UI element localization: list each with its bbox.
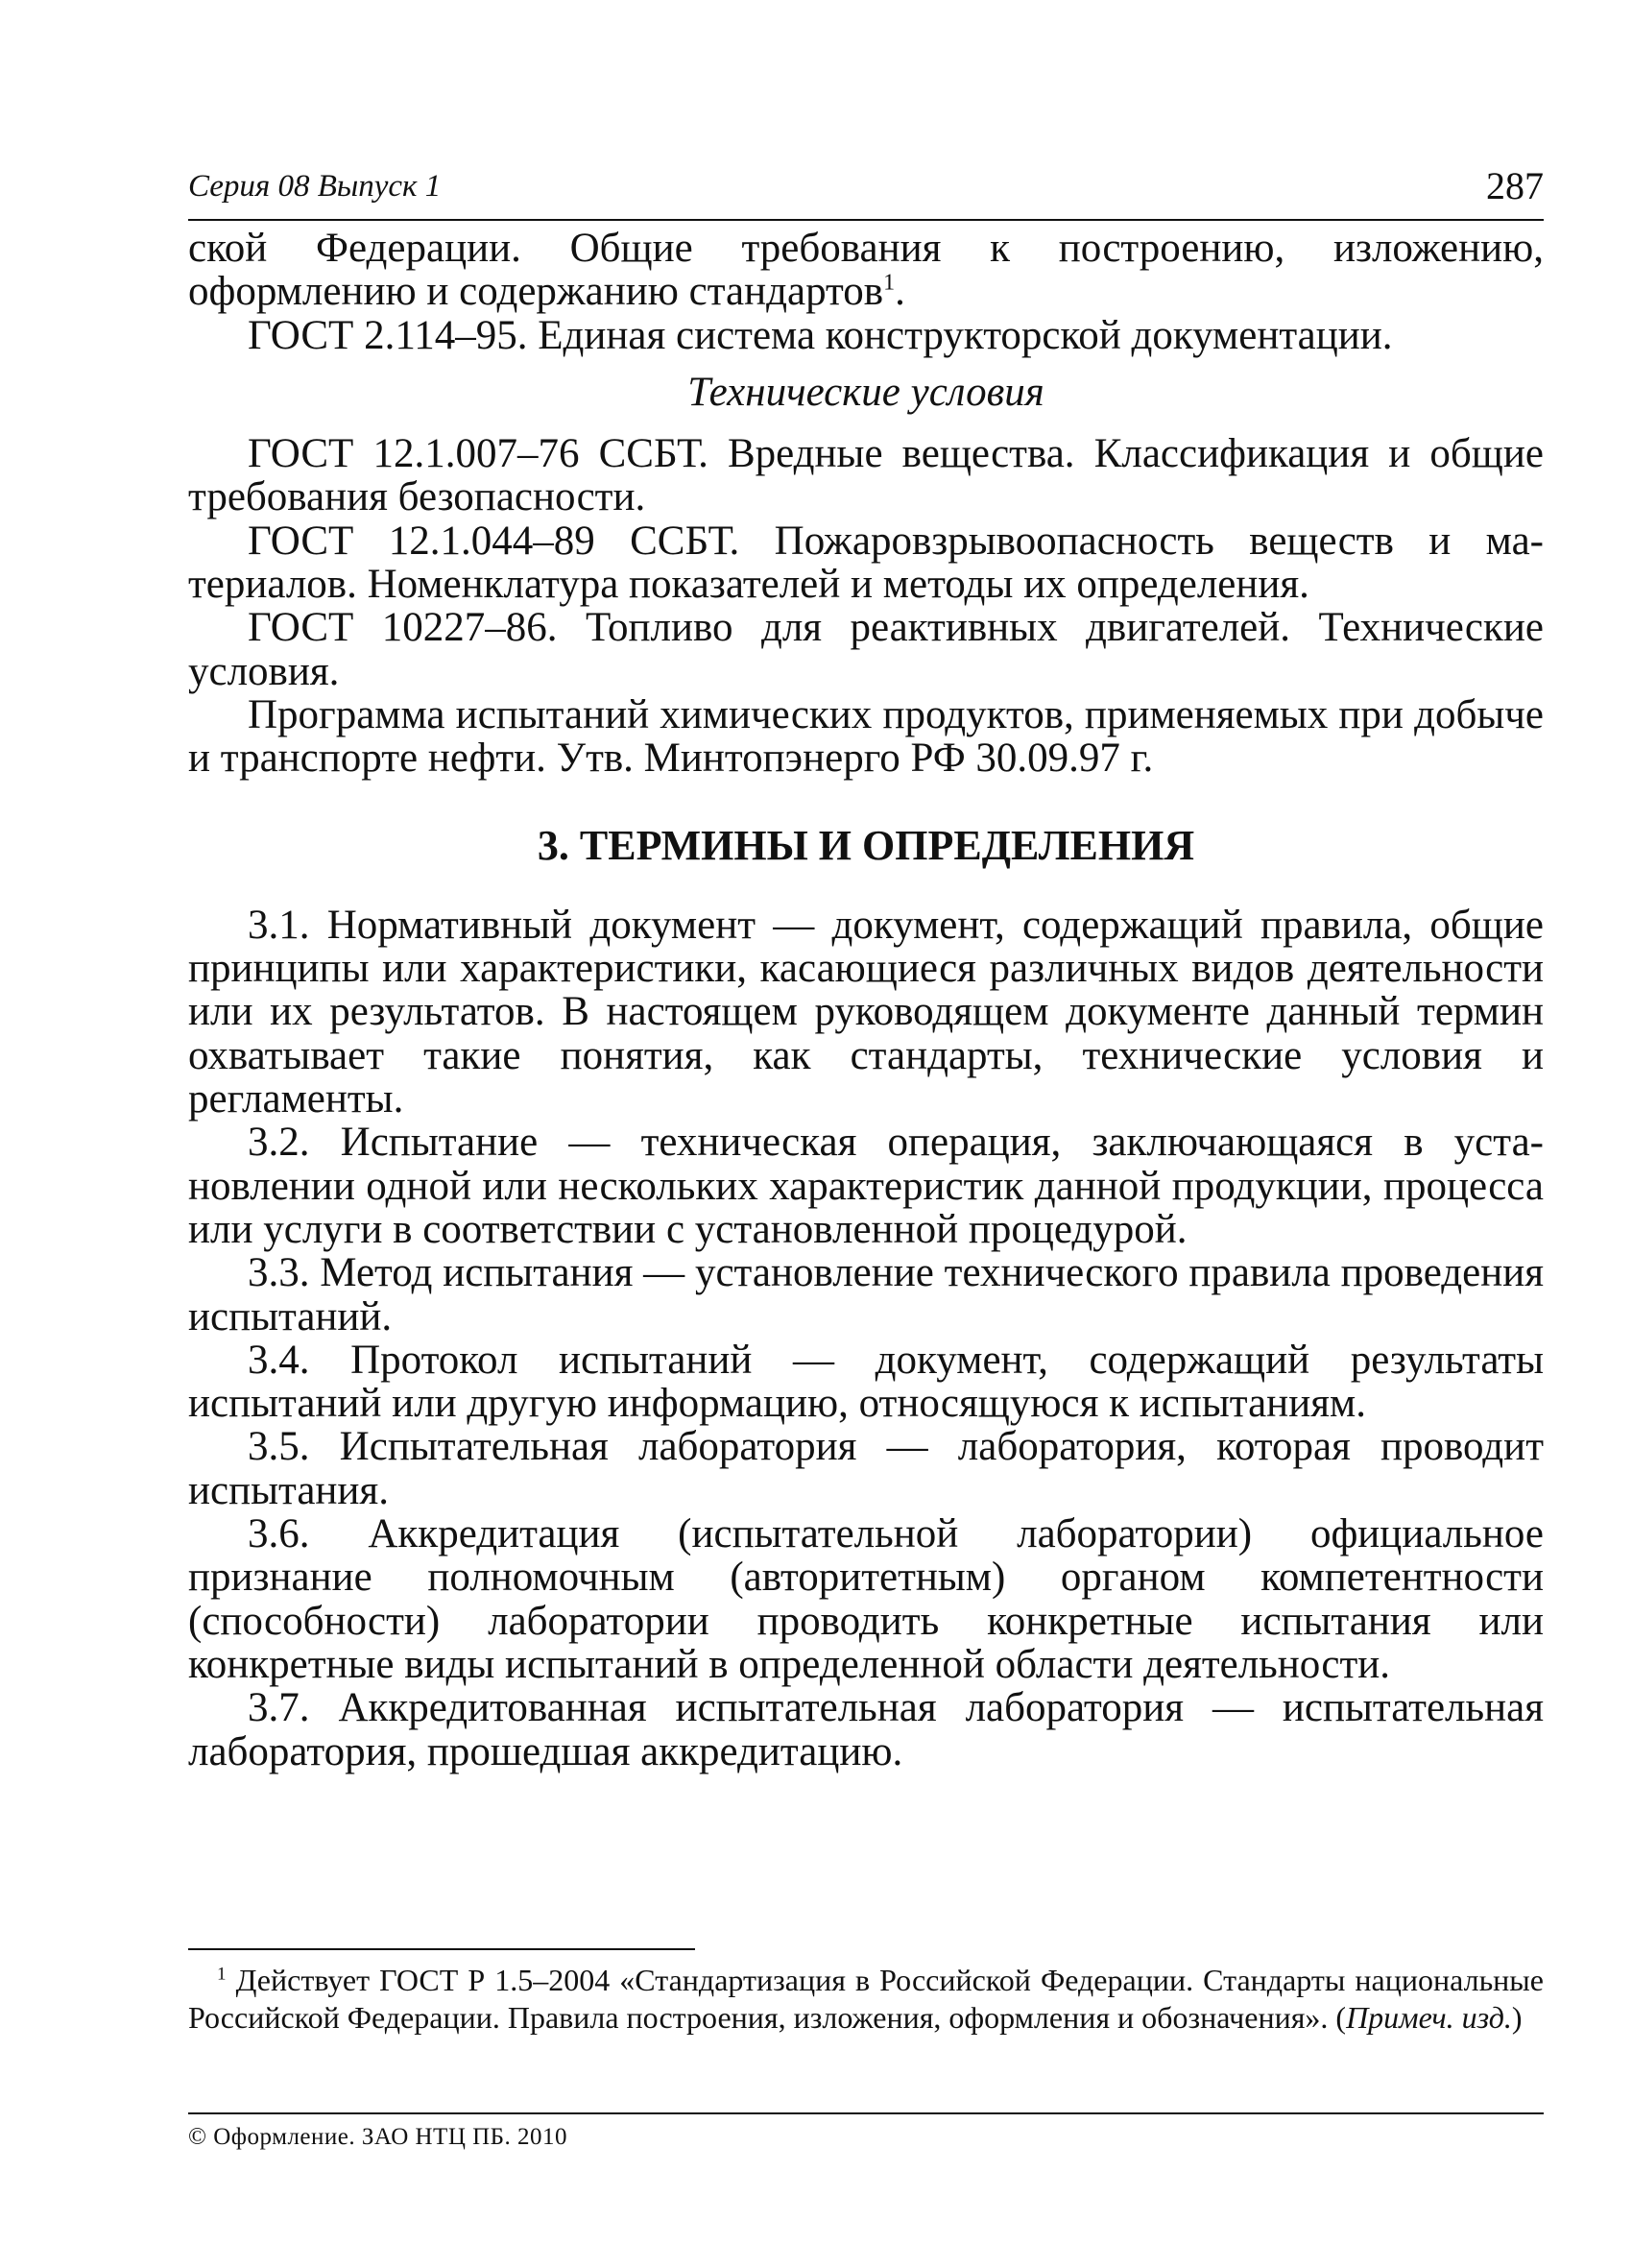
paragraph-gost-2-114: ГОСТ 2.114–95. Единая система конструкторской документации. <box>248 312 1393 358</box>
paragraph-gost-10227: ГОСТ 10227–86. Топливо для реактивных двигателей. Технические условия. <box>188 605 1544 694</box>
footnote-1: $^1$ Действует ГОСТ Р 1.5–2004 «Стандартизация в Российской Федерации. Стандарты национальные Российской Федерации. Правила построения, изложения, оформления и обозначения». (Примеч. изд.) <box>188 1963 1544 2035</box>
term-3-5: 3.5. Испытательная лаборатория — лаборатория, которая проводит испытания. <box>188 1424 1544 1513</box>
footnote-reference: 1 <box>883 270 896 296</box>
paragraph-gost-continuation: ской Федерации. Общие требования к построению, изложению, оформлению и содержанию стандартов$^1$. <box>188 226 1544 315</box>
footnote-marker: 1 <box>217 1964 227 1985</box>
page-number: 287 <box>1486 164 1544 207</box>
section-title: 3. ТЕРМИНЫ И ОПРЕДЕЛЕНИЯ <box>537 821 1195 869</box>
running-header <box>188 165 1544 221</box>
series-label: Серия 08 Выпуск 1 <box>188 169 442 204</box>
footnote-divider <box>188 1948 695 1950</box>
term-3-2: 3.2. Испытание — техническая операция, заключающаяся в установлении одной или нескольких характеристик данной продукции, процесса или услуги в соответствии с установленной процедурой. <box>188 1120 1544 1252</box>
term-3-3: 3.3. Метод испытания — установление технического правила проведения испытаний. <box>188 1250 1544 1339</box>
paragraph-test-program: Программа испытаний химических продуктов, применяемых при добыче и транспорте нефти. Утв. Минтопэнерго РФ 30.09.97 г. <box>188 691 1544 782</box>
term-3-7: 3.7. Аккредитованная испытательная лаборатория — испытательная лаборатория, прошедшая аккредитацию. <box>188 1685 1544 1774</box>
paragraph-gost-12-1-007: ГОСТ 12.1.007–76 ССБТ. Вредные вещества. Классификация и общие требования безопасности. <box>188 431 1544 520</box>
publisher-note: Примеч. изд. <box>1346 2000 1512 2035</box>
term-3-4: 3.4. Протокол испытаний — документ, содержащий результаты испытаний или другую информацию, относящуюся к испытаниям. <box>188 1337 1544 1427</box>
term-3-6: 3.6. Аккредитация (испытательной лаборатории) официальное признание полномочным (авторитетным) органом компетентности (способности) лаборатории проводить конкретные испытания или конкретные виды испытаний в определенной области деятельности. <box>188 1511 1544 1687</box>
subsection-heading: Технические условия <box>687 369 1044 415</box>
copyright-footer: © Оформление. ЗАО НТЦ ПБ. 2010 <box>188 2124 568 2150</box>
term-3-1: 3.1. Нормативный документ — документ, содержащий правила, общие принципы или характеристики, касающиеся различных видов деятельности или их результатов. В настоящем руководящем документе данный термин охватывает такие понятия, как стандарты, технические условия и регламенты. <box>188 902 1544 1122</box>
footer-divider <box>188 2112 1544 2114</box>
paragraph-gost-12-1-044: ГОСТ 12.1.044–89 ССБТ. Пожаровзрывоопасность веществ и материалов. Номенклатура показателей и методы их определения. <box>188 518 1544 608</box>
main-text <box>188 227 1544 1773</box>
footnotes <box>188 1962 1544 2037</box>
